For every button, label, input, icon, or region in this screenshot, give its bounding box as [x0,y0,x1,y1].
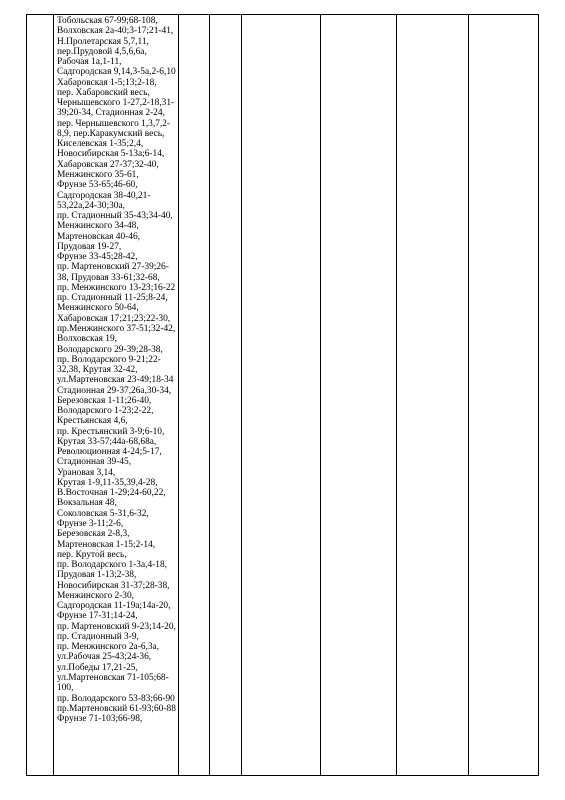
address-line: Володарского 29-39;28-38, [57,344,163,355]
empty-cell [210,15,242,776]
address-line: Крутая 33-57;44а-68,68а, [57,436,157,447]
address-line: Фрунзе 53-65;46-60, [57,180,138,191]
address-line: Соколовская 5-31,6-32, [57,508,149,519]
address-line: пр. Мартеновский 9-23;14-20, [57,621,176,632]
address-line: пр. Стадионный 35-43;34-40, [57,211,173,222]
address-line: пер. Чернышевского 1,3,7,2- [57,118,171,129]
address-line: Киселевская 1-35;2,4, [57,139,144,150]
address-line: Революционная 4-24;5-17, [57,447,162,458]
address-line: ул.Рабочая 25-43;24-36, [57,652,152,663]
address-line: 32,38, Крутая 32-42, [57,365,138,376]
address-line: пр. Володарского 1-3а,4-18, [57,560,168,571]
address-line: Хабаровская 17;21;23;22-30, [57,313,171,324]
address-line: Хабаровская 1-5;13;2-18, [57,77,157,88]
address-line: Прудовая 19-27, [57,241,122,252]
address-line: 53,22а,24-30;30а, [57,200,125,211]
address-line: 8,9, пер.Каракумский весь, [57,128,165,139]
address-line: Фрунзе 71-103;66-98, [57,714,143,725]
address-table [26,14,539,776]
table-row [27,15,539,776]
address-line: 39;20-34, Стадионная 2-24, [57,108,165,119]
address-line: Фрунзе 3-11;2-6, [57,519,124,530]
address-line: пр. Мартеновский 27-39;26- [57,262,169,273]
address-line: Березовская 2-8,3, [57,529,130,540]
address-line: Урановая 3,14, [57,467,116,478]
address-line: Фрунзе 33-45;28-42, [57,252,138,263]
address-line: Мартеновская 1-15;2-14, [57,539,156,550]
address-line: Стадионная 39-45, [57,457,132,468]
address-line: ул.Победы 17,21-25, [57,662,138,673]
empty-cell [321,15,397,776]
address-line: Менжинского 50-64, [57,303,139,314]
address-line: Садгородская 11-19а;14а-20, [57,601,171,612]
address-line: Рабочая 1а,1-11, [57,57,122,68]
address-line: Менжинского 2-30, [57,590,134,601]
address-line: пер. Крутой весь, [57,549,127,560]
address-line: Новосибирская 5-13а;6-14, [57,149,165,160]
address-line: Хабаровская 27-37;32-40, [57,159,159,170]
address-line: пр. Менжинского 13-23;16-22 [57,282,176,293]
address-line: Володарского 1-23;2-22, [57,406,154,417]
address-line: Вокзальная 48, [57,498,117,509]
address-line: Менжинского 34-48, [57,221,139,232]
address-line: Мартеновская 40-46, [57,231,141,242]
address-line: пер. Хабаровский весь, [57,87,150,98]
address-list [54,15,178,724]
address-line: пр. Крестьянский 3-9;6-10, [57,426,165,437]
address-line: ул.Мартеновская 23-49;18-34 [57,375,174,386]
address-line: Прудовая 1-13;2-38, [57,570,137,581]
address-line: Крестьянская 4,6, [57,416,128,427]
address-line: 38, Прудовая 33-61;32-68, [57,272,160,283]
number-cell [27,15,54,776]
address-line: Садгородская 38-40,21- [57,190,151,201]
address-line: пр. Стадионный 11-25;8-24, [57,293,168,304]
address-line: Чернышевского 1-27,2-18,31- [57,98,175,109]
address-line: пр.Менжинского 37-51;32-42, [57,323,176,334]
address-line: Стадионная 29-37,26а,30-34, [57,385,172,396]
address-line: Н.Пролетарская 5,7,11, [57,36,149,47]
address-line: Крутая 1-9,11-35,39,4-28, [57,477,158,488]
address-line: Новосибирская 31-37;28-38, [57,580,170,591]
address-line: В.Восточная 1-29;24-60,22, [57,488,166,499]
address-line: пр. Менжинского 2а-6,3а, [57,642,160,653]
empty-cell [469,15,539,776]
address-line: пр. Володарского 53-83;66-90 [57,693,175,704]
empty-cell [179,15,210,776]
address-line: Фрунзе 17-31;14-24, [57,611,138,622]
address-line: Тобольская 67-99;68-108, [57,16,158,26]
address-line: Менжинского 35-61, [57,169,139,180]
empty-cell [397,15,469,776]
address-line: Березовская 1-11;26-40, [57,395,152,406]
address-line: пр. Володарского 9-21;22- [57,354,161,365]
empty-cell [242,15,321,776]
address-line: ул.Мартеновская 71-105;68- [57,673,169,683]
address-line: Садгородская 9,14,3-5а,2-6,10 [57,67,176,78]
address-line: пр.Мартеновский 61-93;60-88 [57,703,176,714]
address-line: пер.Прудовой 4,5,6,6а, [57,46,147,57]
address-line: 100, [57,683,74,694]
address-line: Волховская 19, [57,334,117,345]
address-line: пр. Стадионный 3-9, [57,631,139,642]
address-line: Волховская 2а-40;3-17;21-41, [57,26,174,37]
address-cell [54,15,179,776]
